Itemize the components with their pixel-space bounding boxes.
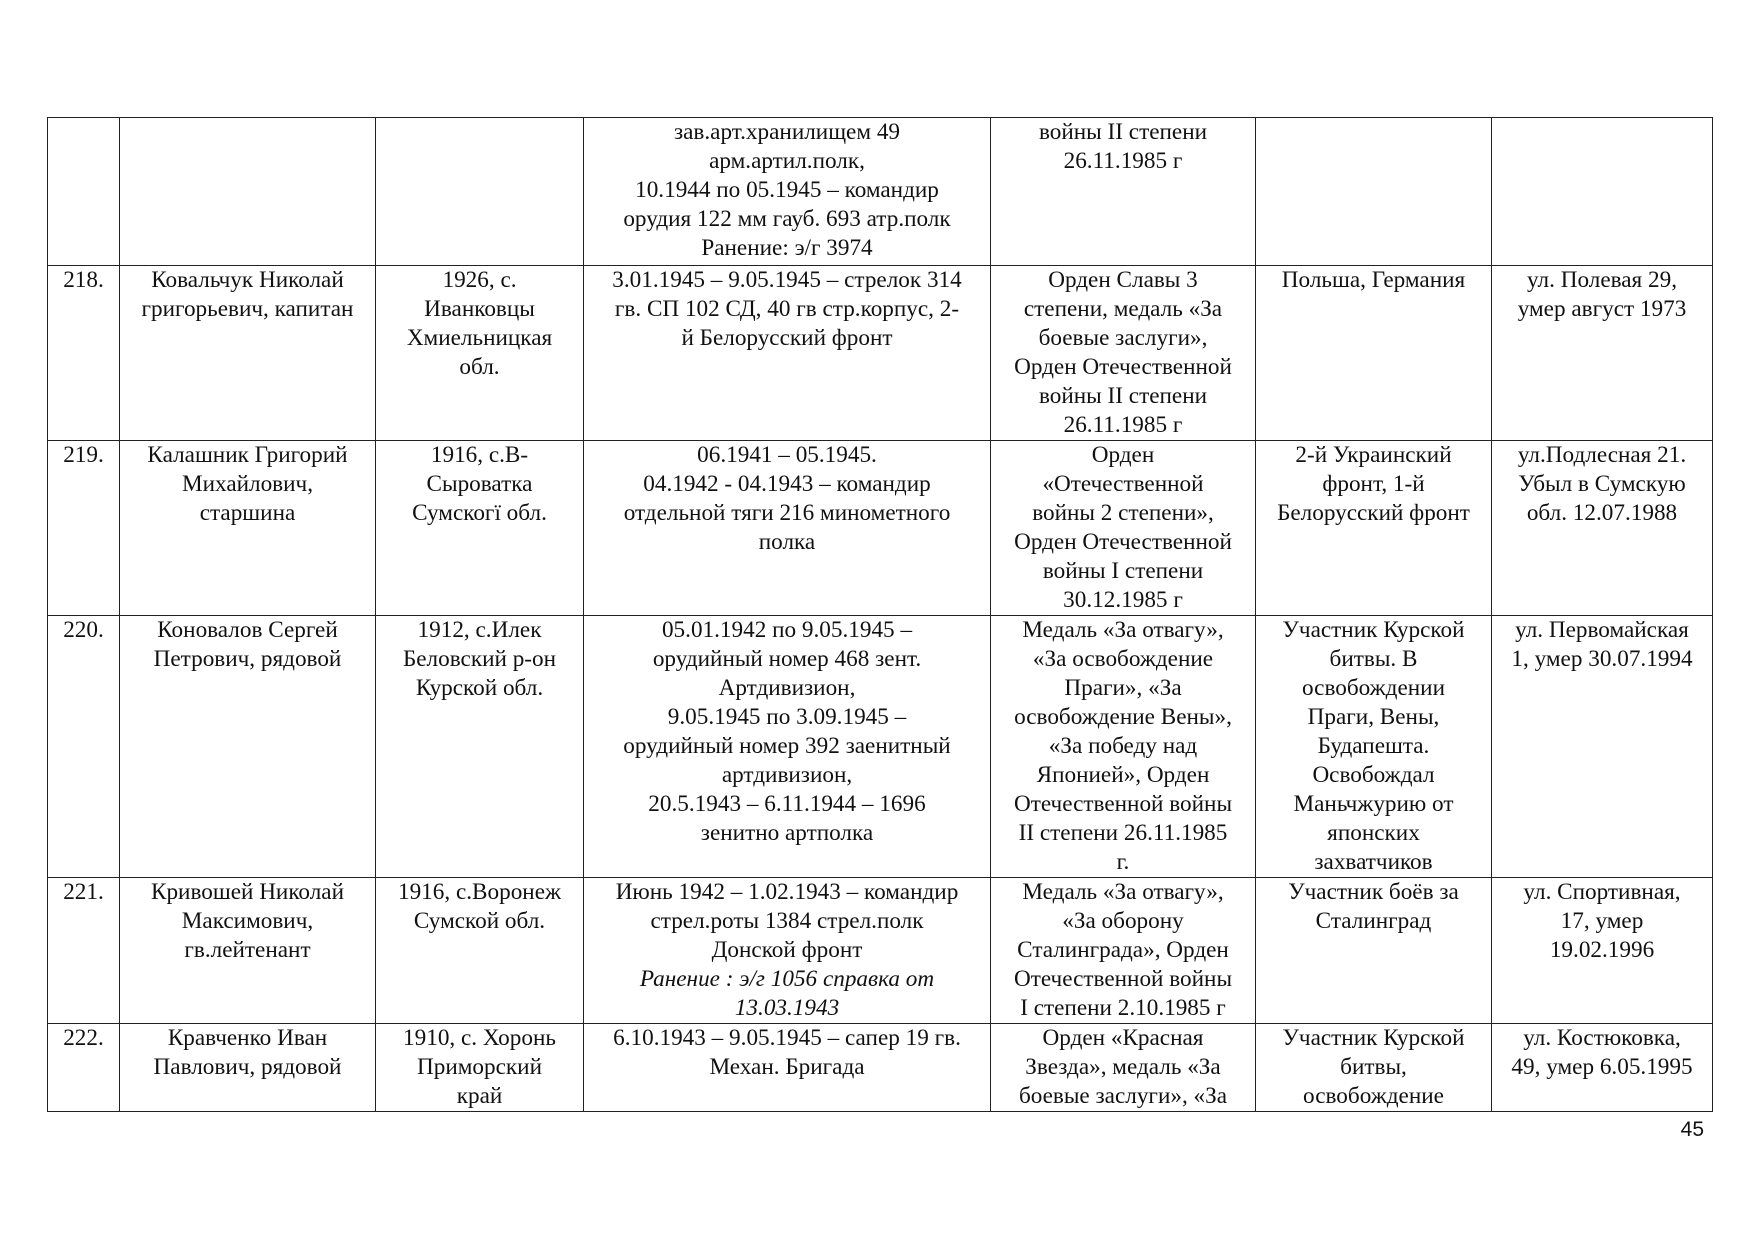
cell-line: 1910, с. Хоронь [403,1025,556,1051]
cell-line: 04.1942 - 04.1943 – командир [643,471,931,497]
table-row [48,616,1713,878]
cell-line: Михайлович, [182,471,313,497]
cell-line: Петрович, рядовой [153,646,342,672]
cell-line: «За освобождение [1032,646,1214,672]
cell-name [120,441,376,616]
cell-battlefronts [1256,441,1492,616]
cell-line: обл. [459,354,500,380]
cell-line: 1926, с. [442,267,517,293]
cell-awards [991,441,1256,616]
cell-line: артдивизион, [721,762,853,788]
cell-line: войны II степени [1038,119,1208,145]
cell-number: 220. [48,616,120,878]
cell-line: орудия 122 мм гауб. 693 атр.полк [623,206,951,232]
cell-line: 2-й Украинский [1295,442,1452,468]
cell-line: Убыл в Сумскую [1518,471,1686,497]
cell-line: Сталинград [1315,908,1432,934]
cell-address [1492,878,1713,1024]
cell-line: арм.артил.полк, [709,148,865,174]
cell-birth [376,878,584,1024]
cell-service [584,616,991,878]
cell-line: Участник боёв за [1288,879,1459,905]
cell-line: 9.05.1945 по 3.09.1945 – [667,704,907,730]
table-row [48,266,1713,441]
cell-line: Артдивизион, [718,675,856,701]
cell-line: войны 2 степени», [1032,500,1214,526]
cell-line: Сыроватка [426,471,533,497]
table-row [48,1024,1713,1112]
cell-number [48,118,120,266]
cell-service [584,441,991,616]
cell-line: битвы, [1340,1054,1407,1080]
cell-battlefronts [1256,878,1492,1024]
cell-line: Хмиельницкая [406,325,553,351]
cell-line: 26.11.1985 г [1063,148,1183,174]
cell-line: 1916, с.В- [430,442,529,468]
cell-line: Польша, Германия [1281,267,1466,293]
table-row [48,118,1713,266]
cell-name [120,616,376,878]
cell-line: Сумскогї обл. [412,500,547,526]
cell-line: Кривошей Николай [150,879,344,905]
cell-line: григорьевич, капитан [141,296,354,322]
cell-line: Орден Отечественной [1014,354,1232,380]
cell-line: Орден [1091,442,1155,468]
cell-line: 49, умер 6.05.1995 [1511,1054,1693,1080]
cell-line: 26.11.1985 г [1063,412,1183,438]
cell-line: зав.арт.хранилищем 49 [673,119,901,145]
cell-line: Участник Курской [1282,617,1465,643]
cell-line: освобождение Вены», [1014,704,1232,730]
cell-line: «За оборону [1062,908,1184,934]
cell-line: битвы. В [1329,646,1418,672]
cell-battlefronts [1256,118,1492,266]
cell-line: Максимович, [181,908,314,934]
cell-line: орудийный номер 468 зент. [652,646,922,672]
cell-line: 3.01.1945 – 9.05.1945 – стрелок 314 [612,267,962,293]
cell-birth [376,441,584,616]
cell-line: орудийный номер 392 заенитный [623,733,951,759]
cell-line: 6.10.1943 – 9.05.1945 – сапер 19 гв. [613,1025,961,1051]
cell-line: Кравченко Иван [167,1025,328,1051]
cell-address [1492,266,1713,441]
cell-awards [991,118,1256,266]
cell-line: старшина [199,500,296,526]
cell-birth [376,118,584,266]
cell-line: Маньчжурию от [1293,791,1454,817]
table-row [48,441,1713,616]
cell-line: Павлович, рядовой [153,1054,342,1080]
cell-line: II степени 26.11.1985 [1018,820,1228,846]
cell-line: обл. 12.07.1988 [1526,500,1678,526]
cell-line: войны I степени [1042,558,1204,584]
cell-line: Приморский [417,1054,542,1080]
cell-name [120,878,376,1024]
cell-line: й Белорусский фронт [681,325,893,351]
cell-line: «Отечественной [1042,471,1204,497]
cell-number: 219. [48,441,120,616]
cell-battlefronts [1256,266,1492,441]
veterans-table [47,117,1713,1112]
cell-line: Июнь 1942 – 1.02.1943 – командир [615,879,959,905]
cell-line: Донской фронт [711,937,863,963]
cell-line: боевые заслуги», «За [1018,1083,1228,1109]
cell-number: 222. [48,1024,120,1112]
cell-line: Калашник Григорий [147,442,348,468]
cell-awards [991,1024,1256,1112]
cell-number: 218. [48,266,120,441]
cell-line: ул. Первомайская [1515,617,1689,643]
cell-line: Сумской обл. [413,908,546,934]
cell-line: 1912, с.Илек [417,617,542,643]
cell-line: 20.5.1943 – 6.11.1944 – 1696 [648,791,926,817]
table-row [48,878,1713,1024]
cell-line: боевые заслуги», [1038,325,1208,351]
cell-line: стрел.роты 1384 стрел.полк [650,908,924,934]
cell-awards [991,878,1256,1024]
cell-line: Ковальчук Николай [151,267,344,293]
cell-line: Медаль «За отвагу», [1022,617,1224,643]
cell-line: Ранение: э/г 3974 [701,235,873,261]
cell-line: Орден Славы 3 [1048,267,1198,293]
cell-birth [376,1024,584,1112]
cell-line: фронт, 1-й [1322,471,1425,497]
cell-line: освобождении [1302,675,1445,701]
cell-address [1492,118,1713,266]
cell-line: отдельной тяги 216 минометного [623,500,951,526]
cell-line: Белорусский фронт [1277,500,1470,526]
cell-line: зенитно артполка [700,820,874,846]
cell-birth [376,266,584,441]
cell-awards [991,266,1256,441]
cell-line: гв.лейтенант [184,937,311,963]
cell-line: I степени 2.10.1985 г [1020,995,1226,1021]
cell-line: Будапешта. [1317,733,1430,759]
cell-line: Японией», Орден [1036,762,1210,788]
cell-birth [376,616,584,878]
cell-line: Орден «Красная [1042,1025,1204,1051]
cell-line: 19.02.1996 [1549,937,1655,963]
cell-line: Беловский р-он [402,646,557,672]
cell-service [584,118,991,266]
cell-address [1492,616,1713,878]
cell-line: ул. Костюковка, [1523,1025,1681,1051]
cell-line: Освобождал [1312,762,1435,788]
cell-line: Ранение : э/г 1056 справка от [639,966,935,992]
cell-battlefronts [1256,616,1492,878]
cell-line: Праги», «За [1064,675,1182,701]
cell-line: войны II степени [1038,383,1208,409]
cell-line: 06.1941 – 05.1945. [697,442,877,468]
cell-line: умер август 1973 [1517,296,1687,322]
cell-line: Коновалов Сергей [157,617,338,643]
cell-service [584,878,991,1024]
cell-line: Праги, Вены, [1307,704,1440,730]
cell-name [120,1024,376,1112]
cell-awards [991,616,1256,878]
cell-line: «За победу над [1048,733,1198,759]
cell-line: Орден Отечественной [1014,529,1232,555]
cell-line: Курской обл. [415,675,544,701]
cell-line: Сталинграда», Орден [1017,937,1229,963]
page-number: 45 [1680,1118,1704,1141]
cell-line: степени, медаль «За [1023,296,1223,322]
cell-line: Звезда», медаль «За [1025,1054,1221,1080]
cell-line: Иванковцы [424,296,535,322]
cell-address [1492,1024,1713,1112]
cell-line: Отечественной войны [1013,791,1233,817]
cell-line: Участник Курской [1282,1025,1465,1051]
cell-line: 10.1944 по 05.1945 – командир [635,177,939,203]
cell-line: 17, умер [1560,908,1644,934]
cell-line: ул. Полевая 29, [1526,267,1678,293]
cell-line: Отечественной войны [1013,966,1233,992]
cell-line: захватчиков [1314,849,1433,875]
cell-line: освобождение [1303,1083,1444,1109]
cell-line: японских [1327,820,1420,846]
cell-line: полка [758,529,816,555]
cell-number: 221. [48,878,120,1024]
cell-line: 05.01.1942 по 9.05.1945 – [661,617,913,643]
cell-name [120,118,376,266]
cell-line: Механ. Бригада [709,1054,865,1080]
cell-battlefronts [1256,1024,1492,1112]
cell-line: гв. СП 102 СД, 40 гв стр.корпус, 2- [614,296,960,322]
cell-line: Медаль «За отвагу», [1022,879,1224,905]
cell-service [584,1024,991,1112]
cell-line: г. [1116,849,1130,875]
cell-line: 1916, с.Воронеж [397,879,562,905]
cell-line: 13.03.1943 [734,995,840,1021]
cell-line: край [456,1083,503,1109]
cell-name [120,266,376,441]
cell-line: ул. Спортивная, [1523,879,1681,905]
cell-service [584,266,991,441]
cell-address [1492,441,1713,616]
cell-line: ул.Подлесная 21. [1517,442,1687,468]
cell-line: 30.12.1985 г [1063,587,1183,613]
cell-line: 1, умер 30.07.1994 [1511,646,1693,672]
